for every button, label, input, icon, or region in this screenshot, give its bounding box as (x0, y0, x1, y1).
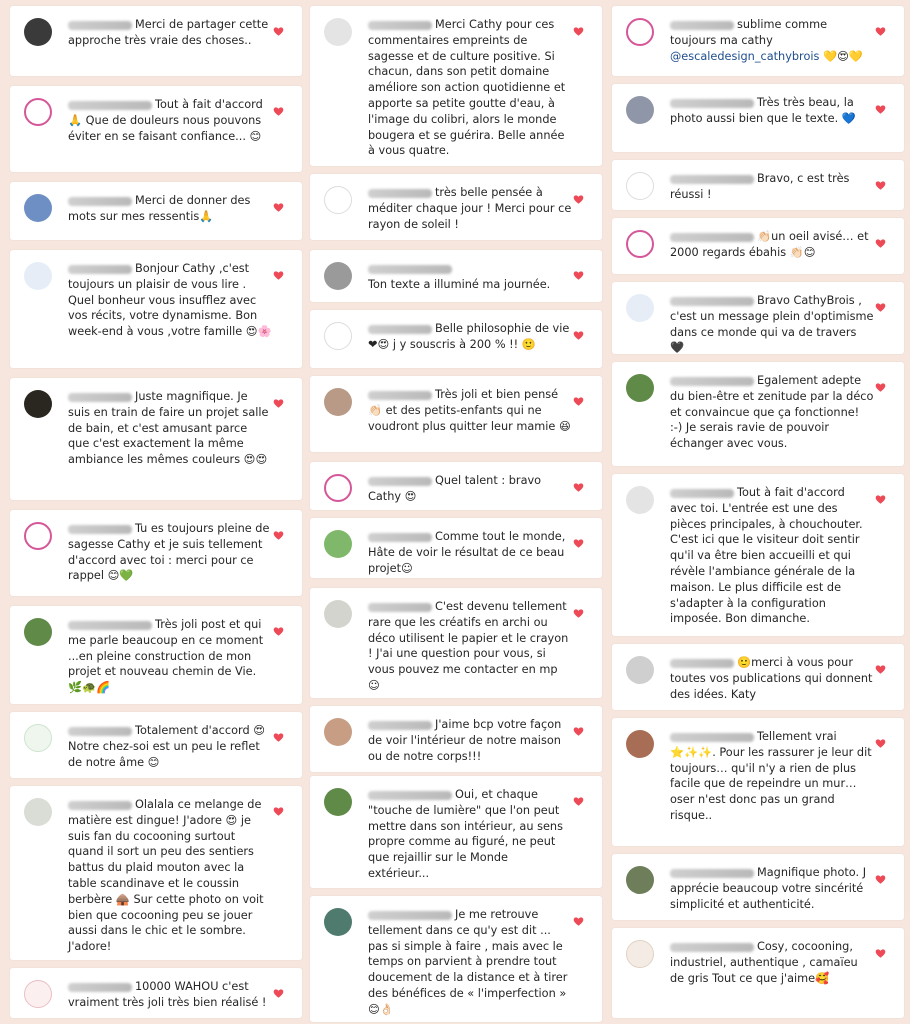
avatar-icon[interactable] (24, 390, 52, 418)
username[interactable] (670, 869, 754, 878)
heart-icon[interactable] (573, 270, 584, 281)
username[interactable] (68, 983, 132, 992)
comment-card (612, 644, 904, 710)
username[interactable] (670, 233, 754, 242)
heart-icon[interactable] (875, 104, 886, 115)
heart-icon[interactable] (573, 330, 584, 341)
username[interactable] (68, 801, 132, 810)
heart-icon[interactable] (875, 26, 886, 37)
comment-card (612, 928, 904, 1018)
comment-text: Très joli et bien pensé 👏🏻 et des petits-enfants qui ne voudront plus quitter leur mamie 😆 (368, 388, 571, 433)
username[interactable] (368, 533, 432, 542)
comment-card (310, 518, 602, 578)
mention-link[interactable]: @escaledesign_cathybrois (670, 49, 820, 63)
comment-text: Tout à fait d'accord avec toi. L'entrée est une des pièces principales, à chouchouter. C'est ici que le visiteur doit sentir qu'il va être bien accueilli et qui révèle l'ambiance générale de la maison. Le plus difficile est de s'adapter à la configuration imposée. Bon dimanche. (670, 486, 863, 626)
comment-text: Très très beau, la photo aussi bien que le texte. 💙 (670, 96, 856, 125)
username[interactable] (368, 477, 432, 486)
heart-icon[interactable] (273, 26, 284, 37)
comment-card (612, 6, 904, 76)
username[interactable] (68, 21, 132, 30)
avatar-icon[interactable] (626, 96, 654, 124)
heart-icon[interactable] (573, 538, 584, 549)
username[interactable] (670, 175, 754, 184)
username[interactable] (670, 297, 754, 306)
comment-text: Comme tout le monde, Hâte de voir le résultat de ce beau projet☺ (368, 530, 566, 575)
comment-text: Tu es toujours pleine de sagesse Cathy et je suis tellement d'accord avec toi : merci pour ce rappel 😊💚 (68, 522, 270, 583)
comment-card (10, 6, 302, 76)
comment-card (612, 282, 904, 354)
avatar-icon[interactable] (324, 186, 352, 214)
comment-card (612, 474, 904, 636)
username[interactable] (670, 659, 734, 668)
comment-text: Egalement adepte du bien-être et zenitude par la déco et convaincue que ça fonctionne! :-) Je serais ravie de pouvoir échanger avec vous. (670, 374, 874, 451)
heart-icon[interactable] (573, 194, 584, 205)
avatar-icon[interactable] (24, 262, 52, 290)
username[interactable] (670, 733, 754, 742)
username[interactable] (368, 791, 452, 800)
avatar-icon[interactable] (324, 388, 352, 416)
heart-icon[interactable] (875, 238, 886, 249)
comment-card (310, 588, 602, 698)
comment-card (310, 462, 602, 510)
heart-icon[interactable] (273, 106, 284, 117)
heart-icon[interactable] (273, 202, 284, 213)
comment-card (310, 376, 602, 452)
heart-icon[interactable] (273, 270, 284, 281)
avatar-icon[interactable] (626, 656, 654, 684)
comment-card (10, 378, 302, 500)
username[interactable] (368, 721, 432, 730)
username[interactable] (368, 265, 452, 274)
username[interactable] (670, 943, 754, 952)
avatar-icon[interactable] (24, 798, 52, 826)
username[interactable] (368, 21, 432, 30)
avatar-icon[interactable] (24, 522, 52, 550)
comment-card (310, 174, 602, 240)
avatar-icon[interactable] (24, 724, 52, 752)
avatar-icon[interactable] (24, 98, 52, 126)
username[interactable] (670, 21, 734, 30)
avatar-icon[interactable] (324, 262, 352, 290)
heart-icon[interactable] (573, 396, 584, 407)
comment-text: Oui, et chaque "touche de lumière" que l'on peut mettre dans son intérieur, au sens propre comme au figuré, ne peut que rejaillir sur le Monde extérieur... (368, 788, 563, 880)
comment-card (10, 786, 302, 960)
avatar-icon[interactable] (24, 18, 52, 46)
comment-text: J'aime bcp votre façon de voir l'intérieur de notre maison ou de notre corps!!! (368, 718, 562, 763)
avatar-icon[interactable] (24, 618, 52, 646)
heart-icon[interactable] (273, 530, 284, 541)
avatar-icon[interactable] (24, 980, 52, 1008)
username[interactable] (670, 489, 734, 498)
username[interactable] (68, 525, 132, 534)
comment-card (612, 718, 904, 846)
heart-icon[interactable] (875, 664, 886, 675)
heart-icon[interactable] (573, 726, 584, 737)
avatar-icon[interactable] (626, 18, 654, 46)
heart-icon[interactable] (273, 626, 284, 637)
comment-text: Ton texte a illuminé ma journée. (368, 277, 551, 291)
avatar-icon[interactable] (626, 866, 654, 894)
comment-text: Totalement d'accord 😍Notre chez-soi est un peu le reflet de notre âme 😊 (68, 724, 265, 769)
comment-card (612, 362, 904, 466)
comment-card (310, 776, 602, 888)
comment-card (10, 712, 302, 778)
comment-card (612, 854, 904, 920)
username[interactable] (368, 391, 432, 400)
comment-card (310, 706, 602, 772)
comment-text: Merci de partager cette approche très vraie des choses.. (68, 18, 269, 47)
heart-icon[interactable] (875, 382, 886, 393)
heart-icon[interactable] (273, 732, 284, 743)
avatar-icon[interactable] (626, 294, 654, 322)
comment-text: Bravo CathyBrois , c'est un message plein d'optimisme dans ce monde qui va de travers 🖤 (670, 294, 874, 354)
username[interactable] (68, 197, 132, 206)
comment-card (10, 182, 302, 240)
avatar-icon[interactable] (626, 172, 654, 200)
comment-text: Tellement vrai ⭐✨✨. Pour les rassurer je leur dit toujours… qu'il n'y a rien de plus facile que de repeindre un mur… oser n'est donc pas un grand risque.. (670, 730, 872, 822)
comment-card (10, 250, 302, 368)
heart-icon[interactable] (273, 398, 284, 409)
username[interactable] (670, 377, 754, 386)
avatar-icon[interactable] (626, 486, 654, 514)
username[interactable] (368, 911, 452, 920)
comment-text: 👏🏻un oeil avisé… et 2000 regards ébahis 👏🏻😊 (670, 230, 869, 259)
username[interactable] (368, 325, 432, 334)
avatar-icon[interactable] (626, 230, 654, 258)
comment-card (310, 310, 602, 368)
comment-text: Cosy, cocooning, industriel, authentique , camaïeu de gris Tout ce que j'aime🥰 (670, 940, 858, 985)
comment-card (310, 896, 602, 1022)
comment-text: Merci Cathy pour ces commentaires empreints de sagesse et de culture positive. Si chacun, dans son petit domaine améliore son action quotidienne et apporte sa petite goutte d'eau, à l'image du colibri, alors le monde bougera et se guérira. Belle année à vous quatre. (368, 18, 566, 158)
heart-icon[interactable] (573, 26, 584, 37)
heart-icon[interactable] (875, 302, 886, 313)
comment-text: très belle pensée à méditer chaque jour ! Merci pour ce rayon de soleil ! (368, 186, 572, 231)
comment-text: Je me retrouve tellement dans ce qu'y est dit ... pas si simple à faire , mais avec le temps on parvient à prendre tout doucement de la distance et à tirer des bénéfices de « l'imperfection » 😊👌🏻 (368, 908, 568, 1016)
comment-emoji: 💛😍💛 (823, 49, 863, 63)
heart-icon[interactable] (875, 180, 886, 191)
heart-icon[interactable] (875, 874, 886, 885)
avatar-icon[interactable] (24, 194, 52, 222)
username[interactable] (670, 99, 754, 108)
avatar-icon[interactable] (626, 374, 654, 402)
username[interactable] (368, 189, 432, 198)
comment-text: 10000 WAHOU c'est vraiment très joli très bien réalisé ! (68, 980, 267, 1009)
avatar-icon[interactable] (324, 322, 352, 350)
comment-card (310, 6, 602, 166)
avatar-icon[interactable] (324, 718, 352, 746)
avatar-icon[interactable] (626, 940, 654, 968)
avatar-icon[interactable] (324, 530, 352, 558)
comment-text: 🙂merci à vous pour toutes vos publications qui donnent des idées. Katy (670, 656, 873, 701)
comment-card (10, 606, 302, 704)
comment-text: Belle philosophie de vie ❤😍 j y souscris à 200 % !! 🙂 (368, 322, 570, 351)
comment-card (612, 160, 904, 210)
comment-text: Juste magnifique. Je suis en train de faire un projet salle de bain, et c'est amusant parce que c'est exactement la même ambiance les mêmes couleurs 😍😍 (68, 390, 269, 467)
comment-text: Merci de donner des mots sur mes ressentis🙏 (68, 194, 251, 223)
heart-icon[interactable] (573, 608, 584, 619)
heart-icon[interactable] (573, 916, 584, 927)
heart-icon[interactable] (573, 796, 584, 807)
avatar-icon[interactable] (626, 730, 654, 758)
comment-card (310, 250, 602, 302)
avatar-icon[interactable] (324, 474, 352, 502)
heart-icon[interactable] (875, 738, 886, 749)
comment-text: Magnifique photo. J apprécie beaucoup votre sincérité simplicité et authenticité. (670, 866, 867, 911)
username[interactable] (368, 603, 432, 612)
avatar-icon[interactable] (324, 788, 352, 816)
comment-card (10, 968, 302, 1018)
heart-icon[interactable] (875, 494, 886, 505)
username[interactable] (68, 621, 152, 630)
username[interactable] (68, 393, 132, 402)
heart-icon[interactable] (273, 988, 284, 999)
heart-icon[interactable] (875, 948, 886, 959)
comment-text: Bonjour Cathy ,c'est toujours un plaisir de vous lire . Quel bonheur vous insufflez avec vos récits, votre dynamisme. Bon week-end à vous ,votre famille 😍🌸 (68, 262, 272, 339)
comment-text: Bravo, c est très réussi ! (670, 172, 850, 201)
username[interactable] (68, 265, 132, 274)
comment-text: Tout à fait d'accord 🙏 Que de douleurs nous pouvons éviter en se faisant confiance... 😊 (68, 98, 263, 143)
comment-card (612, 84, 904, 152)
comment-text: Olalala ce melange de matière est dingue! J'adore 😍 je suis fan du cocooning surtout quand il sort un peu des sentiers battus du plaid mouton avec la table scandinave et le coussin berbère 🛖 Sur cette photo on voit bien que cocooning peu se jouer aussi dans le chic et le sombre. J'adore! (68, 798, 264, 954)
heart-icon[interactable] (573, 482, 584, 493)
username[interactable] (68, 727, 132, 736)
comment-text: C'est devenu tellement rare que les créatifs en archi ou déco utilisent le papier et le crayon ! J'ai une question pour vous, si vous pouvez me contacter en mp ☺ (368, 600, 569, 692)
comment-card (10, 510, 302, 596)
avatar-icon[interactable] (324, 600, 352, 628)
comment-card (612, 218, 904, 274)
avatar-icon[interactable] (324, 18, 352, 46)
comment-text: sublime comme toujours ma cathy (670, 18, 828, 47)
comment-text: Quel talent : bravo Cathy 😍 (368, 474, 542, 503)
comment-text: Très joli post et qui me parle beaucoup en ce moment ...en pleine construction de mon projet et nouveau chemin de Vie. 🌿🐢🌈 (68, 618, 264, 695)
avatar-icon[interactable] (324, 908, 352, 936)
username[interactable] (68, 101, 152, 110)
comment-card (10, 86, 302, 172)
heart-icon[interactable] (273, 806, 284, 817)
